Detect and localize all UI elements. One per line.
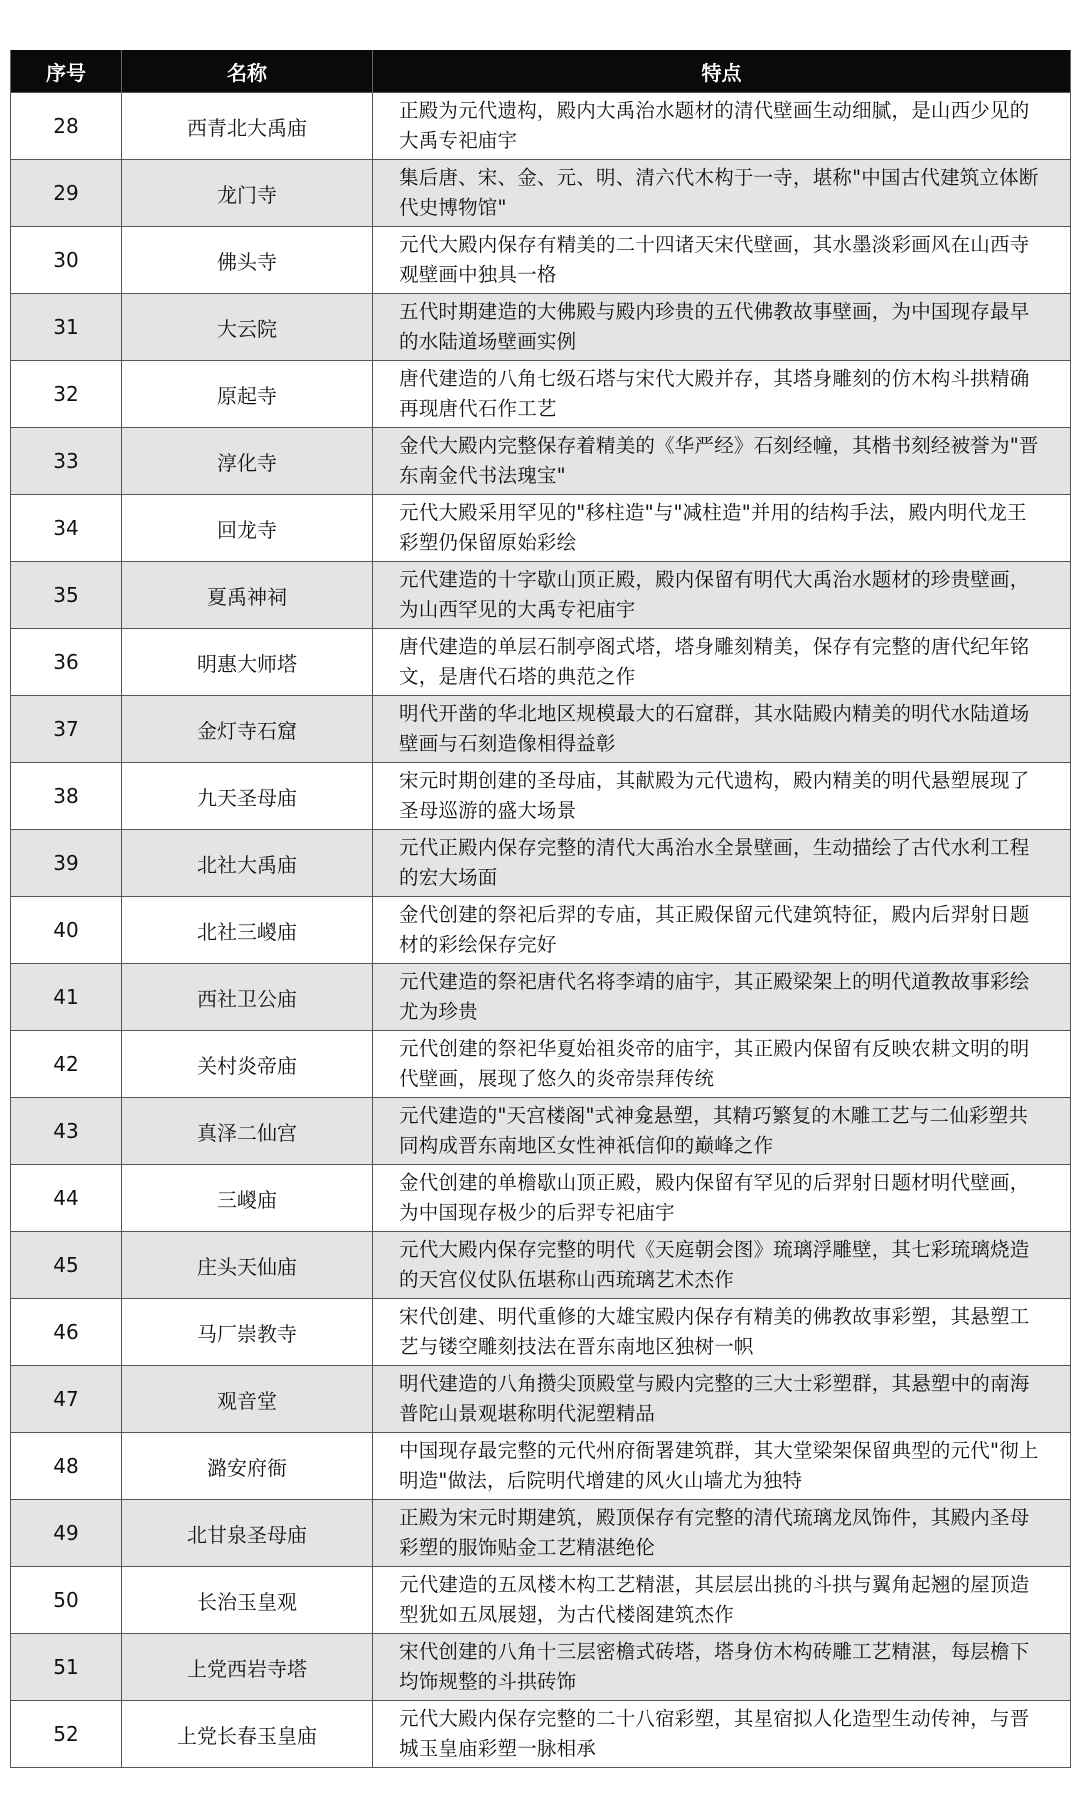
cell-index: 42: [11, 1031, 122, 1098]
cell-feature: 宋元时期创建的圣母庙，其献殿为元代遗构，殿内精美的明代悬塑展现了圣母巡游的盛大场景: [373, 763, 1071, 830]
cell-feature: 中国现存最完整的元代州府衙署建筑群，其大堂梁架保留典型的元代"彻上明造"做法，后院明代增建的风火山墙尤为独特: [373, 1433, 1071, 1500]
cell-index: 28: [11, 93, 122, 160]
table-body: [11, 93, 1071, 1768]
table-row: [11, 1634, 1071, 1701]
table-row: [11, 1433, 1071, 1500]
cell-feature: 正殿为宋元时期建筑，殿顶保存有完整的清代琉璃龙凤饰件，其殿内圣母彩塑的服饰贴金工艺精湛绝伦: [373, 1500, 1071, 1567]
cell-feature: 金代创建的祭祀后羿的专庙，其正殿保留元代建筑特征，殿内后羿射日题材的彩绘保存完好: [373, 897, 1071, 964]
table-row: [11, 1232, 1071, 1299]
cell-name: 马厂崇教寺: [122, 1299, 373, 1366]
table-row: [11, 227, 1071, 294]
cell-name: 关村炎帝庙: [122, 1031, 373, 1098]
table-row: [11, 830, 1071, 897]
cell-index: 29: [11, 160, 122, 227]
table-row: [11, 160, 1071, 227]
table-row: [11, 93, 1071, 160]
cell-name: 佛头寺: [122, 227, 373, 294]
cell-index: 35: [11, 562, 122, 629]
table-row: [11, 1567, 1071, 1634]
cell-name: 金灯寺石窟: [122, 696, 373, 763]
cell-index: 43: [11, 1098, 122, 1165]
header-row: [11, 50, 1071, 93]
cell-name: 三嵕庙: [122, 1165, 373, 1232]
cell-feature: 元代正殿内保存完整的清代大禹治水全景壁画，生动描绘了古代水利工程的宏大场面: [373, 830, 1071, 897]
cell-index: 49: [11, 1500, 122, 1567]
cell-index: 36: [11, 629, 122, 696]
cell-name: 北社三嵕庙: [122, 897, 373, 964]
cell-feature: 元代建造的十字歇山顶正殿，殿内保留有明代大禹治水题材的珍贵壁画，为山西罕见的大禹专祀庙宇: [373, 562, 1071, 629]
cell-feature: 明代开凿的华北地区规模最大的石窟群，其水陆殿内精美的明代水陆道场壁画与石刻造像相得益彰: [373, 696, 1071, 763]
cell-name: 原起寺: [122, 361, 373, 428]
cell-index: 41: [11, 964, 122, 1031]
cell-index: 45: [11, 1232, 122, 1299]
table-row: [11, 1098, 1071, 1165]
cell-index: 48: [11, 1433, 122, 1500]
table-row: [11, 1701, 1071, 1768]
cell-feature: 元代建造的五凤楼木构工艺精湛，其层层出挑的斗拱与翼角起翘的屋顶造型犹如五凤展翅，为古代楼阁建筑杰作: [373, 1567, 1071, 1634]
cell-name: 明惠大师塔: [122, 629, 373, 696]
cell-feature: 元代创建的祭祀华夏始祖炎帝的庙宇，其正殿内保留有反映农耕文明的明代壁画，展现了悠久的炎帝崇拜传统: [373, 1031, 1071, 1098]
cell-name: 西青北大禹庙: [122, 93, 373, 160]
cell-name: 庄头天仙庙: [122, 1232, 373, 1299]
table-row: [11, 1031, 1071, 1098]
cell-index: 34: [11, 495, 122, 562]
cell-name: 长治玉皇观: [122, 1567, 373, 1634]
heritage-table-container: [10, 50, 1070, 1768]
cell-name: 真泽二仙宫: [122, 1098, 373, 1165]
cell-name: 龙门寺: [122, 160, 373, 227]
cell-index: 40: [11, 897, 122, 964]
cell-feature: 元代建造的"天宫楼阁"式神龛悬塑，其精巧繁复的木雕工艺与二仙彩塑共同构成晋东南地区女性神祇信仰的巅峰之作: [373, 1098, 1071, 1165]
cell-index: 38: [11, 763, 122, 830]
cell-feature: 元代大殿内保存完整的明代《天庭朝会图》琉璃浮雕壁，其七彩琉璃烧造的天宫仪仗队伍堪称山西琉璃艺术杰作: [373, 1232, 1071, 1299]
cell-index: 47: [11, 1366, 122, 1433]
cell-feature: 正殿为元代遗构，殿内大禹治水题材的清代壁画生动细腻，是山西少见的大禹专祀庙宇: [373, 93, 1071, 160]
cell-feature: 元代建造的祭祀唐代名将李靖的庙宇，其正殿梁架上的明代道教故事彩绘尤为珍贵: [373, 964, 1071, 1031]
cell-name: 九天圣母庙: [122, 763, 373, 830]
table-row: [11, 361, 1071, 428]
cell-index: 33: [11, 428, 122, 495]
table-row: [11, 1165, 1071, 1232]
cell-index: 30: [11, 227, 122, 294]
cell-feature: 元代大殿内保存有精美的二十四诸天宋代壁画，其水墨淡彩画风在山西寺观壁画中独具一格: [373, 227, 1071, 294]
cell-feature: 元代大殿采用罕见的"移柱造"与"减柱造"并用的结构手法，殿内明代龙王彩塑仍保留原始彩绘: [373, 495, 1071, 562]
table-row: [11, 495, 1071, 562]
cell-index: 51: [11, 1634, 122, 1701]
header-name: 名称: [122, 50, 373, 93]
cell-name: 观音堂: [122, 1366, 373, 1433]
cell-index: 44: [11, 1165, 122, 1232]
cell-feature: 宋代创建的八角十三层密檐式砖塔，塔身仿木构砖雕工艺精湛，每层檐下均饰规整的斗拱砖饰: [373, 1634, 1071, 1701]
cell-feature: 宋代创建、明代重修的大雄宝殿内保存有精美的佛教故事彩塑，其悬塑工艺与镂空雕刻技法在晋东南地区独树一帜: [373, 1299, 1071, 1366]
cell-name: 大云院: [122, 294, 373, 361]
table-row: [11, 1299, 1071, 1366]
cell-name: 西社卫公庙: [122, 964, 373, 1031]
table-row: [11, 1500, 1071, 1567]
table-row: [11, 428, 1071, 495]
cell-feature: 明代建造的八角攒尖顶殿堂与殿内完整的三大士彩塑群，其悬塑中的南海普陀山景观堪称明代泥塑精品: [373, 1366, 1071, 1433]
table-row: [11, 1366, 1071, 1433]
cell-index: 32: [11, 361, 122, 428]
header-feature: 特点: [373, 50, 1071, 93]
cell-name: 夏禹神祠: [122, 562, 373, 629]
cell-name: 潞安府衙: [122, 1433, 373, 1500]
cell-feature: 五代时期建造的大佛殿与殿内珍贵的五代佛教故事壁画，为中国现存最早的水陆道场壁画实例: [373, 294, 1071, 361]
cell-feature: 金代大殿内完整保存着精美的《华严经》石刻经幢，其楷书刻经被誉为"晋东南金代书法瑰宝": [373, 428, 1071, 495]
table-row: [11, 763, 1071, 830]
cell-name: 北社大禹庙: [122, 830, 373, 897]
cell-index: 52: [11, 1701, 122, 1768]
cell-name: 上党西岩寺塔: [122, 1634, 373, 1701]
table-row: [11, 562, 1071, 629]
cell-index: 46: [11, 1299, 122, 1366]
table-row: [11, 897, 1071, 964]
table-row: [11, 964, 1071, 1031]
cell-index: 50: [11, 1567, 122, 1634]
cell-name: 淳化寺: [122, 428, 373, 495]
cell-index: 39: [11, 830, 122, 897]
cell-feature: 金代创建的单檐歇山顶正殿，殿内保留有罕见的后羿射日题材明代壁画，为中国现存极少的后羿专祀庙宇: [373, 1165, 1071, 1232]
table-row: [11, 294, 1071, 361]
cell-feature: 唐代建造的八角七级石塔与宋代大殿并存，其塔身雕刻的仿木构斗拱精确再现唐代石作工艺: [373, 361, 1071, 428]
cell-name: 北甘泉圣母庙: [122, 1500, 373, 1567]
table-header: [11, 50, 1071, 93]
cell-name: 上党长春玉皇庙: [122, 1701, 373, 1768]
table-row: [11, 696, 1071, 763]
cell-feature: 元代大殿内保存完整的二十八宿彩塑，其星宿拟人化造型生动传神，与晋城玉皇庙彩塑一脉相承: [373, 1701, 1071, 1768]
cell-index: 37: [11, 696, 122, 763]
cell-feature: 唐代建造的单层石制亭阁式塔，塔身雕刻精美，保存有完整的唐代纪年铭文，是唐代石塔的典范之作: [373, 629, 1071, 696]
cell-name: 回龙寺: [122, 495, 373, 562]
heritage-table: [10, 50, 1071, 1768]
table-row: [11, 629, 1071, 696]
cell-feature: 集后唐、宋、金、元、明、清六代木构于一寺，堪称"中国古代建筑立体断代史博物馆": [373, 160, 1071, 227]
header-index: 序号: [11, 50, 122, 93]
cell-index: 31: [11, 294, 122, 361]
